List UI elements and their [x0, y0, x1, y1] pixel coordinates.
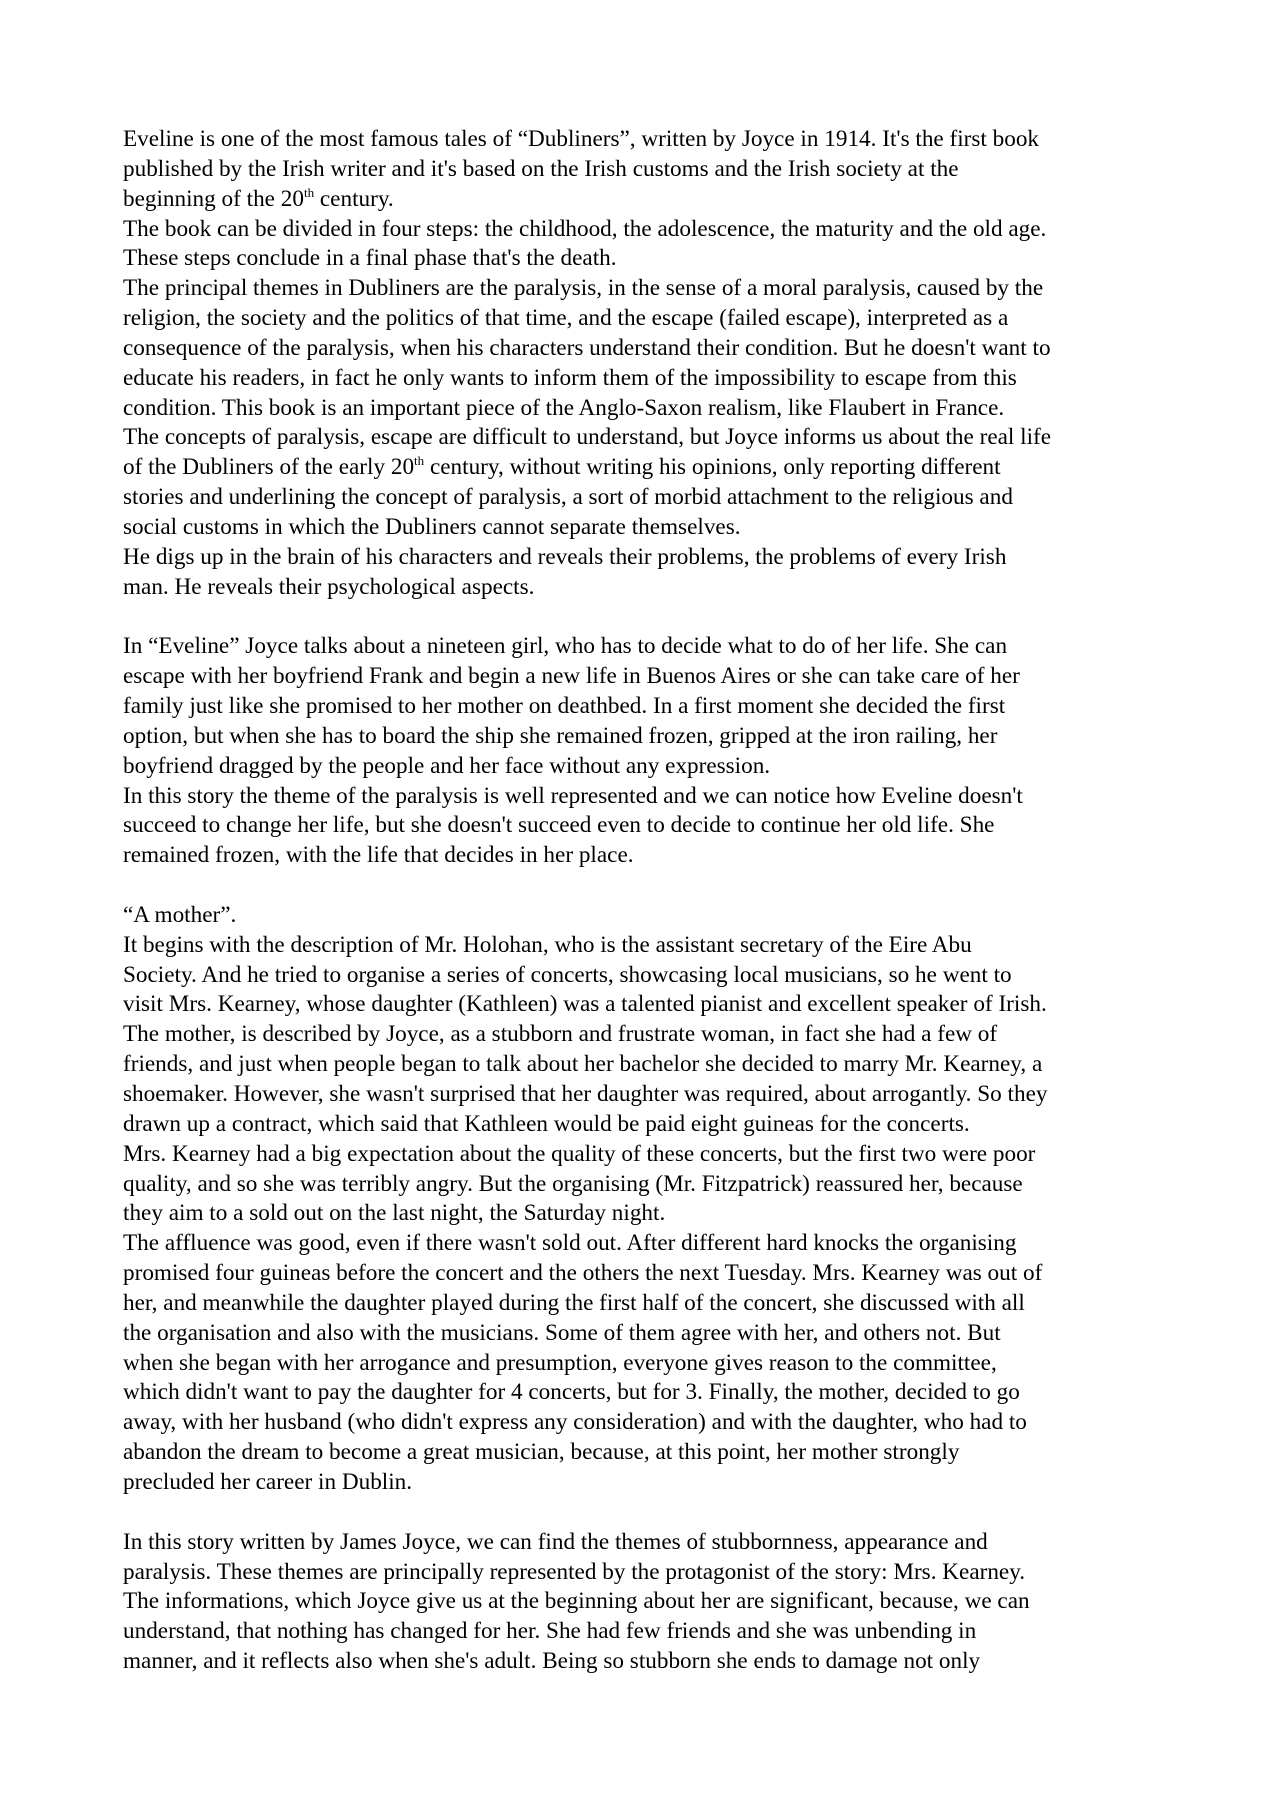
text-line: [123, 483, 1163, 513]
text-segment: stories and underlining the concept of paralysis, a sort of morbid attachment to the religious and: [123, 484, 1013, 511]
text-segment: which didn't want to pay the daughter for 4 concerts, but for 3. Finally, the mother, decided to go: [123, 1379, 1020, 1406]
text-segment: they aim to a sold out on the last night, the Saturday night.: [123, 1200, 666, 1227]
text-line: [123, 334, 1163, 364]
text-segment: The affluence was good, even if there wasn't sold out. After different hard knocks the organising: [123, 1230, 1017, 1257]
text-segment: beginning of the 20: [123, 185, 304, 212]
text-line: [123, 782, 1163, 812]
text-segment: of the Dubliners of the early 20: [123, 454, 415, 481]
text-segment: manner, and it reflects also when she's adult. Being so stubborn she ends to damage not only: [123, 1648, 981, 1675]
text-segment: It begins with the description of Mr. Holohan, who is the assistant secretary of the Eire Abu: [123, 931, 972, 958]
text-line: [123, 364, 1163, 394]
paragraph-gap: [123, 871, 1163, 901]
text-line: [123, 423, 1163, 453]
text-segment: The book can be divided in four steps: the childhood, the adolescence, the maturity and the old age.: [123, 215, 1047, 242]
paragraph: [123, 901, 1163, 1498]
text-segment: social customs in which the Dubliners cannot separate themselves.: [123, 513, 741, 540]
text-line: [123, 1378, 1163, 1408]
text-segment: away, with her husband (who didn't express any consideration) and with the daughter, who had to: [123, 1409, 1027, 1436]
text-line: [123, 931, 1163, 961]
text-line: [123, 125, 1163, 155]
text-line: [123, 1408, 1163, 1438]
text-segment: Society. And he tried to organise a series of concerts, showcasing local musicians, so he went to: [123, 961, 1012, 988]
text-line: [123, 1229, 1163, 1259]
text-line: [123, 1587, 1163, 1617]
text-segment: her, and meanwhile the daughter played during the first half of the concert, she discussed with all: [123, 1289, 1025, 1316]
text-segment: century.: [314, 185, 394, 212]
text-line: [123, 1558, 1163, 1588]
text-segment: boyfriend dragged by the people and her face without any expression.: [123, 752, 771, 779]
paragraph: [123, 1528, 1163, 1677]
text-line: [123, 1199, 1163, 1229]
paragraph-gap: [123, 603, 1163, 633]
text-segment: escape with her boyfriend Frank and begin a new life in Buenos Aires or she can take care of her: [123, 663, 1020, 690]
text-segment: He digs up in the brain of his characters and reveals their problems, the problems of every Irish: [123, 543, 1007, 570]
text-segment: In “Eveline” Joyce talks about a nineteen girl, who has to decide what to do of her life. She can: [123, 633, 1008, 660]
text-line: [123, 1289, 1163, 1319]
paragraph: [123, 125, 1163, 603]
text-line: [123, 244, 1163, 274]
text-line: [123, 901, 1163, 931]
text-line: [123, 1080, 1163, 1110]
text-line: [123, 1170, 1163, 1200]
text-segment: religion, the society and the politics of that time, and the escape (failed escape), interpreted as a: [123, 305, 1009, 332]
text-segment: educate his readers, in fact he only wants to inform them of the impossibility to escape from this: [123, 364, 1017, 391]
text-segment: precluded her career in Dublin.: [123, 1468, 413, 1495]
text-line: [123, 1050, 1163, 1080]
text-line: [123, 722, 1163, 752]
text-segment: abandon the dream to become a great musician, because, at this point, her mother strongly: [123, 1439, 960, 1466]
text-segment: family just like she promised to her mother on deathbed. In a first moment she decided the first: [123, 693, 1006, 720]
text-line: [123, 274, 1163, 304]
text-segment: In this story written by James Joyce, we can find the themes of stubbornness, appearance and: [123, 1528, 988, 1555]
text-line: [123, 1349, 1163, 1379]
text-line: [123, 573, 1163, 603]
text-line: [123, 304, 1163, 334]
text-segment: condition. This book is an important piece of the Anglo-Saxon realism, like Flaubert in France.: [123, 394, 1005, 421]
text-segment: shoemaker. However, she wasn't surprised that her daughter was required, about arrogantly. So they: [123, 1081, 1048, 1107]
document-body: [123, 125, 1163, 1677]
paragraph-gap: [123, 1498, 1163, 1528]
text-line: [123, 752, 1163, 782]
text-line: [123, 811, 1163, 841]
text-line: [123, 185, 1163, 215]
text-segment: The mother, is described by Joyce, as a stubborn and frustrate woman, in fact she had a few of: [123, 1021, 998, 1048]
text-segment: understand, that nothing has changed for her. She had few friends and she was unbending in: [123, 1618, 977, 1645]
text-line: [123, 1647, 1163, 1677]
text-line: [123, 1259, 1163, 1289]
paragraph: [123, 632, 1163, 871]
text-line: [123, 692, 1163, 722]
text-line: [123, 1528, 1163, 1558]
superscript: th: [303, 184, 315, 200]
text-line: [123, 1468, 1163, 1498]
text-segment: “A mother”.: [123, 901, 237, 928]
text-line: [123, 841, 1163, 871]
text-segment: These steps conclude in a final phase that's the death.: [123, 245, 617, 272]
text-line: [123, 662, 1163, 692]
text-segment: The concepts of paralysis, escape are difficult to understand, but Joyce informs us about the real life: [123, 424, 1052, 451]
text-segment: promised four guineas before the concert and the others the next Tuesday. Mrs. Kearney was out of: [123, 1260, 1043, 1287]
text-segment: when she began with her arrogance and presumption, everyone gives reason to the committee,: [123, 1349, 997, 1376]
text-line: [123, 1438, 1163, 1468]
text-line: [123, 1140, 1163, 1170]
text-line: [123, 513, 1163, 543]
text-line: [123, 215, 1163, 245]
text-segment: Eveline is one of the most famous tales of “Dubliners”, written by Joyce in 1914. It's the first book: [123, 126, 1040, 152]
text-segment: option, but when she has to board the ship she remained frozen, gripped at the iron railing, her: [123, 722, 998, 749]
text-segment: In this story the theme of the paralysis is well represented and we can notice how Eveline doesn't: [123, 782, 1023, 809]
superscript: th: [414, 453, 425, 469]
text-segment: the organisation and also with the musicians. Some of them agree with her, and others not. But: [123, 1319, 1001, 1346]
text-segment: quality, and so she was terribly angry. But the organising (Mr. Fitzpatrick) reassured her, because: [123, 1170, 1023, 1197]
text-line: [123, 990, 1163, 1020]
text-segment: century, without writing his opinions, only reporting different: [424, 454, 1001, 481]
text-segment: The principal themes in Dubliners are the paralysis, in the sense of a moral paralysis, caused by the: [123, 275, 1044, 302]
text-line: [123, 1617, 1163, 1647]
text-segment: consequence of the paralysis, when his characters understand their condition. But he doesn't want to: [123, 334, 1051, 361]
text-segment: The informations, which Joyce give us at the beginning about her are significant, because, we can: [123, 1588, 1030, 1615]
text-line: [123, 155, 1163, 185]
text-line: [123, 394, 1163, 424]
text-segment: paralysis. These themes are principally represented by the protagonist of the story: Mrs. Kearney.: [123, 1558, 1026, 1585]
text-line: [123, 1319, 1163, 1349]
text-segment: visit Mrs. Kearney, whose daughter (Kathleen) was a talented pianist and excellent speaker of Irish.: [123, 991, 1047, 1018]
text-segment: succeed to change her life, but she doesn't succeed even to decide to continue her old life. She: [123, 812, 995, 839]
text-line: [123, 1020, 1163, 1050]
text-line: [123, 961, 1163, 991]
text-line: [123, 632, 1163, 662]
text-line: [123, 543, 1163, 573]
text-segment: remained frozen, with the life that decides in her place.: [123, 842, 634, 869]
text-line: [123, 1110, 1163, 1140]
text-segment: published by the Irish writer and it's based on the Irish customs and the Irish society at the: [123, 155, 959, 182]
text-segment: friends, and just when people began to talk about her bachelor she decided to marry Mr. Kearney, a: [123, 1051, 1043, 1078]
text-segment: man. He reveals their psychological aspects.: [123, 573, 535, 600]
text-segment: Mrs. Kearney had a big expectation about the quality of these concerts, but the first two were poor: [123, 1140, 1036, 1167]
text-segment: drawn up a contract, which said that Kathleen would be paid eight guineas for the concerts.: [123, 1110, 970, 1137]
text-line: [123, 453, 1163, 483]
